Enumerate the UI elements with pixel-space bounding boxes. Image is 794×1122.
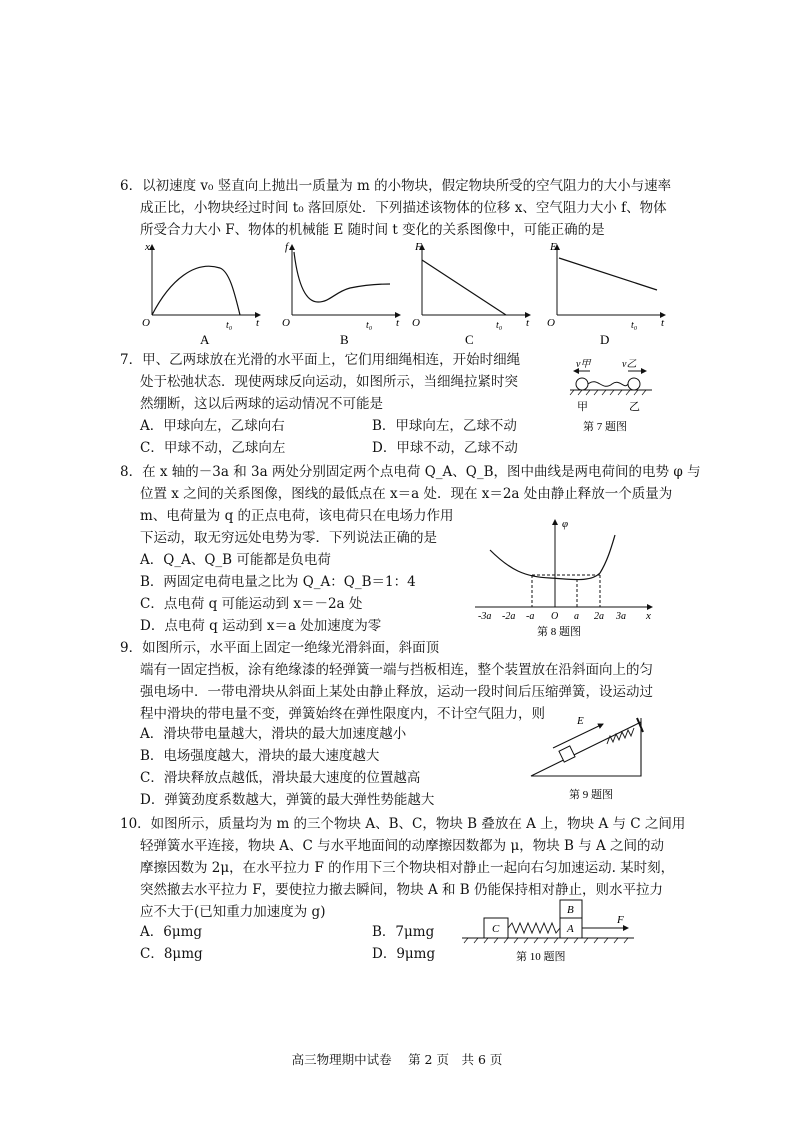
q7-caption: 第 7 题图 xyxy=(583,421,627,433)
q10-line-5: 应不大于(已知重力加速度为 g) xyxy=(140,904,326,920)
q9-line-1: 9．如图所示，水平面上固定一绝缘光滑斜面，斜面顶 xyxy=(120,640,440,656)
graph-b-origin: O xyxy=(282,317,290,329)
q6-line-2: 成正比，小物块经过时间 t₀ 落回原处．下列描述该物体的位移 x、空气阻力大小 f、物体 xyxy=(140,200,667,216)
q10-option-b: B．7μmg xyxy=(372,924,435,940)
graph-b-yaxis: f xyxy=(285,241,289,253)
graph-a-label: A xyxy=(200,332,210,347)
q8-figure xyxy=(470,515,660,641)
graph-d-origin: O xyxy=(547,317,555,329)
graph-d-yaxis: E xyxy=(550,241,557,253)
q7-line-2: 处于松弛状态．现使两球反向运动，如图所示，当细绳拉紧时突 xyxy=(140,374,518,390)
graph-c-tick: t₀ xyxy=(496,320,503,331)
q8-phi-label: φ xyxy=(562,518,569,530)
q7-ball1-label: 甲 xyxy=(577,401,588,413)
graph-a-xaxis: t xyxy=(256,317,260,329)
q8-tick: 2a xyxy=(594,611,604,622)
q8-tick: O xyxy=(551,611,559,622)
q8-option-d: D．点电荷 q 运动到 x＝a 处加速度为零 xyxy=(140,618,382,634)
q7-option-c: C．甲球不动，乙球向左 xyxy=(140,440,286,456)
q9-option-c: C．滑块释放点越低，滑块最大速度的位置越高 xyxy=(140,770,421,786)
graph-a-origin: O xyxy=(142,317,150,329)
q8-tick: a xyxy=(574,611,579,622)
q10-option-c: C．8μmg xyxy=(140,946,203,962)
q8-tick: -a xyxy=(526,611,535,622)
q10-block-c: C xyxy=(492,923,500,935)
q7-option-b: B．甲球向左，乙球不动 xyxy=(372,418,517,434)
q9-option-b: B．电场强度越大，滑块的最大速度越大 xyxy=(140,748,380,764)
q7-ball2-label: 乙 xyxy=(629,401,640,413)
q10-figure xyxy=(460,898,640,970)
q10-line-1: 10．如图所示，质量均为 m 的三个物块 A、B、C，物块 B 叠放在 A 上，物块 A 与 C 之间用 xyxy=(120,816,686,832)
graph-b-tick: t₀ xyxy=(366,320,373,331)
graph-a-yaxis: x xyxy=(145,241,150,253)
q9-caption: 第 9 题图 xyxy=(569,789,613,801)
q9-option-d: D．弹簧劲度系数越大，弹簧的最大弹性势能越大 xyxy=(140,792,435,808)
q7-option-d: D．甲球不动，乙球不动 xyxy=(372,440,518,456)
graph-c-origin: O xyxy=(412,317,420,329)
q7-figure xyxy=(568,356,668,434)
q7-v1-label: v甲 xyxy=(576,359,591,370)
q8-tick: 3a xyxy=(616,611,626,622)
q8-line-4: 下运动，取无穷远处电势为零．下列说法正确的是 xyxy=(140,530,437,546)
q6-line-3: 所受合力大小 F、物体的机械能 E 随时间 t 变化的关系图像中，可能正确的是 xyxy=(140,222,605,238)
q6-line-1: 6．以初速度 v₀ 竖直向上抛出一质量为 m 的小物块，假定物块所受的空气阻力的大小与速率 xyxy=(120,178,672,194)
q8-tick: -2a xyxy=(502,611,516,622)
q8-line-3: m、电荷量为 q 的正点电荷，该电荷只在电场力作用 xyxy=(140,508,454,524)
q10-block-a: A xyxy=(567,923,574,935)
q8-option-a: A．Q_A、Q_B 可能都是负电荷 xyxy=(140,552,331,568)
q10-line-4: 突然撤去水平拉力 F，要使拉力撤去瞬间，物块 A 和 B 仍能保持相对静止，则水平拉力 xyxy=(140,882,663,898)
graph-a-tick: t₀ xyxy=(226,320,233,331)
graph-d-xaxis: t xyxy=(661,317,665,329)
q7-option-a: A．甲球向左，乙球向右 xyxy=(140,418,285,434)
q7-line-3: 然绷断，这以后两球的运动情况不可能是 xyxy=(140,396,383,412)
q9-line-3: 强电场中．一带电滑块从斜面上某处由静止释放，运动一段时间后压缩弹簧，设运动过 xyxy=(140,684,653,700)
q10-option-d: D．9μmg xyxy=(372,946,436,962)
graph-d-label: D xyxy=(600,332,610,347)
graph-c-xaxis: t xyxy=(526,317,530,329)
graph-c-label: C xyxy=(465,332,474,347)
graph-d xyxy=(547,241,665,347)
q8-tick: -3a xyxy=(478,611,492,622)
q8-option-c: C．点电荷 q 可能运动到 x＝－2a 处 xyxy=(140,596,363,612)
q10-line-3: 摩擦因数为 2μ，在水平拉力 F 的作用下三个物块相对静止一起向右匀加速运动. 某时刻， xyxy=(140,860,675,876)
q8-caption: 第 8 题图 xyxy=(537,626,581,638)
graph-a xyxy=(142,241,260,347)
graph-b xyxy=(282,241,400,347)
q9-figure xyxy=(525,710,655,802)
q10-block-b: B xyxy=(567,904,574,916)
q9-field-label: E xyxy=(577,715,584,727)
q9-line-2: 端有一固定挡板，涂有绝缘漆的轻弹簧一端与挡板相连，整个装置放在沿斜面向上的匀 xyxy=(140,662,653,678)
graph-b-xaxis: t xyxy=(396,317,400,329)
q10-force-label: F xyxy=(617,914,624,926)
q9-option-a: A．滑块带电量越大，滑块的最大加速度越小 xyxy=(140,726,407,742)
q6-graphs xyxy=(140,240,680,348)
q8-line-1: 8．在 x 轴的－3a 和 3a 两处分别固定两个点电荷 Q_A、Q_B，图中曲线是两电荷间的电势 φ 与 xyxy=(120,464,701,480)
page-footer: 高三物理期中试卷 第 2 页 共 6 页 xyxy=(291,1052,503,1067)
q7-v2-label: v乙 xyxy=(622,359,637,370)
graph-c xyxy=(412,241,530,347)
q7-line-1: 7．甲、乙两球放在光滑的水平面上，它们用细绳相连，开始时细绳 xyxy=(120,352,521,368)
q10-line-2: 轻弹簧水平连接，物块 A、C 与水平地面间的动摩擦因数都为 μ，物块 B 与 A 之间的动 xyxy=(140,838,665,854)
q9-line-4: 程中滑块的带电量不变，弹簧始终在弹性限度内，不计空气阻力，则 xyxy=(140,706,545,722)
graph-d-tick: t₀ xyxy=(631,320,638,331)
q8-line-2: 位置 x 之间的关系图像，图线的最低点在 x＝a 处．现在 x＝2a 处由静止释放一个质量为 xyxy=(140,486,673,502)
graph-b-label: B xyxy=(340,332,349,347)
graph-c-yaxis: F xyxy=(415,241,422,253)
q10-option-a: A．6μmg xyxy=(140,924,203,940)
q8-x-label: x xyxy=(646,610,651,622)
q10-caption: 第 10 题图 xyxy=(516,951,566,963)
q8-option-b: B．两固定电荷电量之比为 Q_A：Q_B＝1：4 xyxy=(140,574,416,590)
